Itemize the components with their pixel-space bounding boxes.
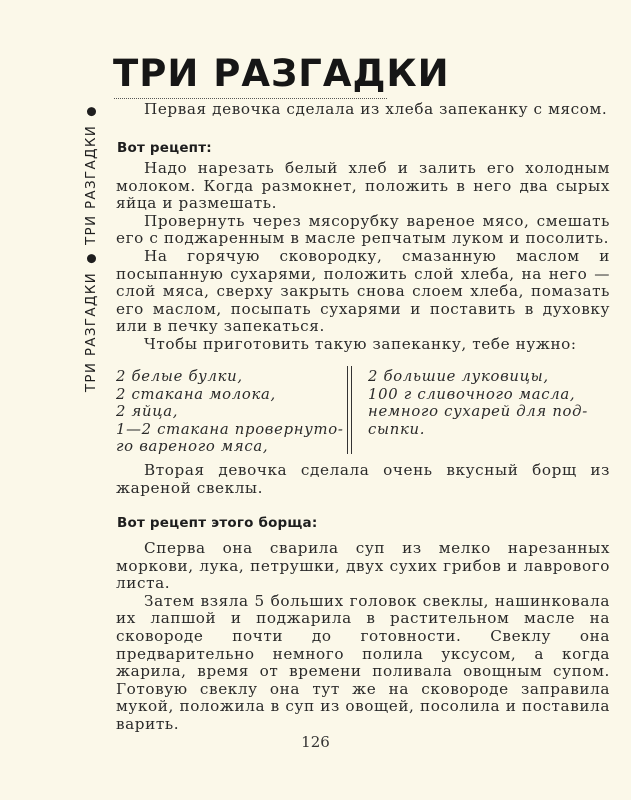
ingredient: сыпки. [368,420,426,438]
ingredient: 100 г сливочного масла, [368,385,576,403]
ingredient: 2 яйца, [116,403,179,421]
page-number: 126 [301,733,330,751]
ingredient: 2 белые булки, [116,368,243,385]
paragraph: Затем взяла 5 больших головок свеклы, нашинковала их лапшой и поджарила в растительном масле на сковороде почти до готовности. Свеклу она предварительно немного полила уксусом, а когда жарила, время от времени поливала овощным супом. Готовую свеклу она тут же на сковороде заправила мукой, положила в суп из овощей, посолила и поставила варить. [116,591,610,733]
running-head-text: ТРИ РАЗГАДКИ [83,124,99,245]
paragraph: На горячую сковородку, смазанную маслом и посыпанную сухарями, положить слой хлеба, на него — слой мяса, сверху закрыть снова слоем хлеба, помазать его маслом, посыпать сухарями и поставить в духовку или в печку запекаться. [116,246,610,336]
recipe2-body [116,540,610,734]
ingredients-right [368,368,588,438]
ingredient: 2 стакана молока, [116,385,276,403]
recipe1-heading: Вот рецепт: [117,140,212,156]
ingredient: го вареного мяса, [116,438,269,456]
ingredient: 1—2 стакана провернуто- [116,420,344,438]
page-title: ТРИ РАЗГАДКИ [113,52,450,95]
running-head [78,90,104,400]
intro-text: Первая девочка сделала из хлеба запеканку с мясом. [144,100,608,118]
paragraph: Вторая девочка сделала очень вкусный борщ из жареной свеклы. [116,461,610,497]
paragraph: Чтобы приготовить такую запеканку, тебе нужно: [144,334,577,353]
paragraph: Надо нарезать белый хлеб и залить его холодным молоком. Когда размокнет, положить в него два сырых яйца и размешать. [116,159,610,213]
column-divider [347,366,352,454]
intro-paragraph [116,101,610,119]
bullet-dot-icon [87,107,96,116]
ingredient: немного сухарей для под- [368,403,588,421]
ingredient: 2 большие луковицы, [368,368,549,385]
ingredients-left [116,368,344,456]
title-underline [114,98,387,99]
recipe1-body [116,160,610,354]
recipe2-heading: Вот рецепт этого борща: [117,515,318,531]
bullet-dot-icon [87,254,96,263]
paragraph: Сперва она сварила суп из мелко нарезанных моркови, лука, петрушки, двух сухих грибов и лаврового листа. [116,539,610,593]
paragraph: Провернуть через мясорубку вареное мясо, смешать его с поджаренным в масле репчатым луком и посолить. [116,211,610,248]
second-paragraph [116,462,610,497]
running-head-text: ТРИ РАЗГАДКИ [83,272,99,393]
